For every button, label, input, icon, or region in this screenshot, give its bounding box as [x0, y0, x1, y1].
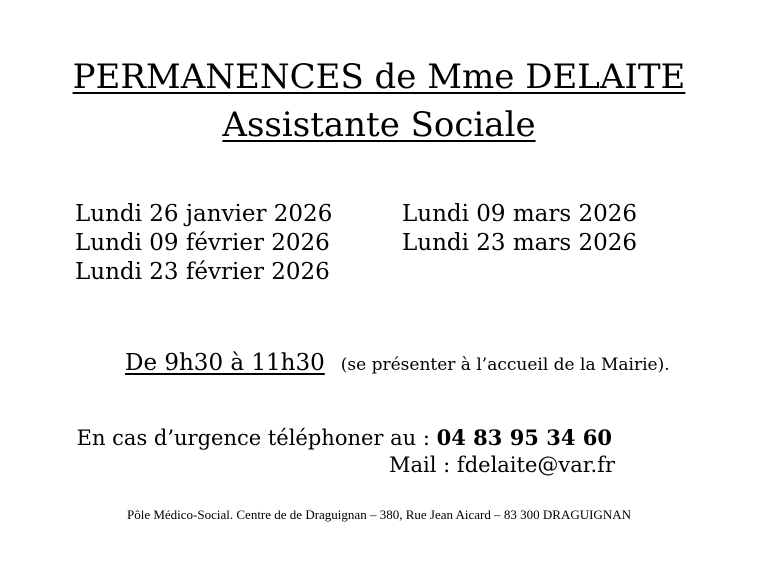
- dates-left-column: [75, 200, 332, 287]
- hours-line: [125, 350, 670, 376]
- urgence-line: [77, 425, 612, 450]
- date-item: Lundi 09 février 2026: [75, 230, 330, 256]
- dates-right-column: [402, 200, 637, 258]
- date-item: Lundi 23 mars 2026: [402, 230, 638, 256]
- mail-label: Mail :: [389, 453, 451, 477]
- phone-number: 04 83 95 34 60: [436, 425, 612, 450]
- footer-address: Pôle Médico-Social. Centre de de Draguignan – 380, Rue Jean Aicard – 83 300 DRAGUIGNAN: [126, 507, 631, 522]
- date-item: Lundi 23 février 2026: [75, 259, 330, 285]
- urgence-label: En cas d’urgence téléphoner au :: [76, 426, 430, 450]
- date-item: Lundi 26 janvier 2026: [75, 201, 333, 227]
- opening-hours: De 9h30 à 11h30: [125, 350, 325, 376]
- hours-note: (se présenter à l’accueil de la Mairie).: [340, 355, 670, 375]
- mail-line: [389, 453, 615, 477]
- date-item: Lundi 09 mars 2026: [402, 201, 638, 227]
- page-subtitle: Assistante Sociale: [222, 105, 536, 145]
- mail-address: fdelaite@var.fr: [456, 453, 615, 477]
- page-title: PERMANENCES de Mme DELAITE: [72, 57, 686, 97]
